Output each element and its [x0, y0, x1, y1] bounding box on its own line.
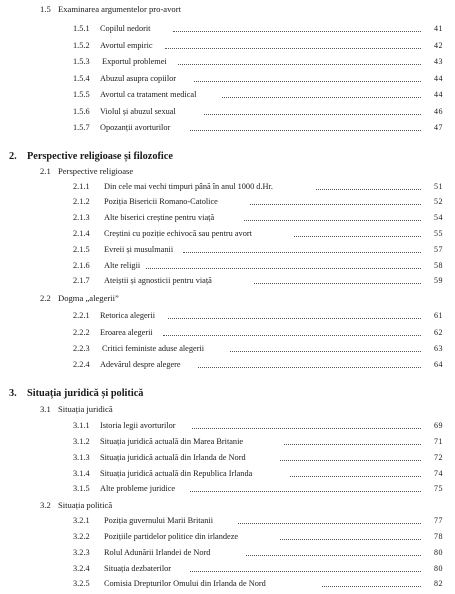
toc-title: Istoria legii avorturilor [100, 421, 176, 430]
toc-page-number: 63 [434, 344, 443, 353]
toc-leader-dots [254, 283, 421, 284]
toc-page-number: 78 [434, 532, 443, 541]
toc-title: Situația dezbaterilor [104, 564, 172, 573]
toc-number: 1.5.4 [73, 74, 90, 83]
toc-title: Rolul Adunării Irlandei de Nord [104, 548, 211, 557]
toc-title: Violul și abuzul sexual [100, 107, 176, 116]
toc-page-number: 42 [434, 41, 443, 50]
toc-entry [0, 227, 455, 241]
toc-title: Eroarea alegerii [100, 328, 153, 337]
toc-subsection-2-2 [0, 291, 455, 305]
toc-leader-dots [194, 81, 421, 82]
toc-title: Critici feministe aduse alegerii [102, 344, 205, 353]
toc-number: 2.1.6 [73, 261, 90, 270]
toc-number: 3.1.5 [73, 484, 90, 493]
toc-section-3 [0, 386, 455, 402]
toc-number: 2.2 [40, 293, 51, 303]
toc-number: 1.5.6 [73, 107, 90, 116]
toc-page-number: 54 [434, 213, 443, 222]
toc-number: 1.5.3 [73, 57, 90, 66]
toc-number: 2.2.1 [73, 311, 90, 320]
toc-number: 3. [9, 388, 17, 399]
toc-leader-dots [204, 114, 421, 115]
toc-leader-dots [165, 48, 421, 49]
toc-entry [0, 88, 455, 102]
toc-page-number: 75 [434, 484, 443, 493]
toc-leader-dots [290, 476, 421, 477]
toc-number: 2.2.3 [73, 344, 90, 353]
toc-page-number: 80 [434, 548, 443, 557]
toc-number: 2.1.3 [73, 213, 90, 222]
toc-subsection-3-1 [0, 402, 455, 416]
toc-entry [0, 482, 455, 496]
toc-entry [0, 451, 455, 465]
toc-page-number: 55 [434, 229, 443, 238]
toc-leader-dots [322, 586, 421, 587]
toc-number: 1.5.1 [73, 24, 90, 33]
toc-title: Perspective religioase și filozofice [27, 151, 173, 162]
toc-number: 2.2.4 [73, 360, 90, 369]
toc-leader-dots [168, 318, 421, 319]
toc-entry [0, 39, 455, 53]
toc-page-number: 61 [434, 311, 443, 320]
toc-number: 2.1.1 [73, 182, 90, 191]
toc-title: Perspective religioase [58, 166, 134, 176]
toc-entry [0, 342, 455, 356]
toc-page-number: 82 [434, 579, 443, 588]
toc-page-number: 59 [434, 276, 443, 285]
toc-leader-dots [192, 428, 421, 429]
toc-number: 3.1.3 [73, 453, 90, 462]
toc-subsection-3-2 [0, 498, 455, 512]
toc-number: 3.2.4 [73, 564, 90, 573]
toc-title: Opozanții avorturilor [100, 123, 171, 132]
toc-page-number: 44 [434, 74, 443, 83]
toc-title: Situația juridică actuală din Irlanda de Nord [100, 453, 246, 462]
toc-title: Creștini cu poziție echivocă sau pentru avort [104, 229, 252, 238]
toc-number: 3.1.4 [73, 469, 90, 478]
toc-title: Pozițiile partidelor politice din irlandeze [104, 532, 239, 541]
toc-leader-dots [238, 523, 421, 524]
toc-page-number: 80 [434, 564, 443, 573]
toc-page-number: 41 [434, 24, 443, 33]
toc-title: Alte probleme juridice [100, 484, 176, 493]
toc-entry [0, 358, 455, 372]
toc-entry [0, 180, 455, 194]
toc-subsection-2-1 [0, 164, 455, 178]
toc-number: 2.1.4 [73, 229, 90, 238]
toc-title: Avortul empiric [100, 41, 153, 50]
toc-title: Din cele mai vechi timpuri până în anul 1000 d.Hr. [104, 182, 273, 191]
toc-title: Comisia Drepturilor Omului din Irlanda de Nord [104, 579, 266, 588]
toc-section-2 [0, 149, 455, 165]
toc-page-number: 74 [434, 469, 443, 478]
toc-leader-dots [280, 460, 421, 461]
toc-entry [0, 546, 455, 560]
toc-leader-dots [198, 367, 421, 368]
toc-number: 1.5.7 [73, 123, 90, 132]
toc-title: Ateiștii și agnosticii pentru viață [104, 276, 212, 285]
toc-entry [0, 467, 455, 481]
toc-title: Evreii și musulmanii [104, 245, 174, 254]
toc-title: Situația politică [58, 500, 113, 510]
toc-entry [0, 577, 455, 591]
toc-title: Alte religii [104, 261, 141, 270]
toc-number: 1.5 [40, 4, 51, 14]
toc-page-number: 77 [434, 516, 443, 525]
toc-entry [0, 105, 455, 119]
toc-leader-dots [190, 130, 421, 131]
toc-entry [0, 419, 455, 433]
toc-entry [0, 274, 455, 288]
toc-number: 3.2.5 [73, 579, 90, 588]
toc-entry [0, 562, 455, 576]
toc-page-number: 69 [434, 421, 443, 430]
toc-title: Situația juridică [58, 404, 113, 414]
toc-title: Poziția Bisericii Romano-Catolice [104, 197, 218, 206]
toc-leader-dots [230, 351, 421, 352]
toc-page-number: 57 [434, 245, 443, 254]
toc-leader-dots [294, 236, 421, 237]
toc-page-number: 51 [434, 182, 443, 191]
toc-number: 2.2.2 [73, 328, 90, 337]
toc-leader-dots [183, 252, 421, 253]
toc-entry [0, 195, 455, 209]
toc-entry [0, 259, 455, 273]
toc-page-number: 52 [434, 197, 443, 206]
toc-page-number: 72 [434, 453, 443, 462]
toc-title: Retorica alegerii [100, 311, 156, 320]
toc-number: 3.1.2 [73, 437, 90, 446]
toc-entry [0, 211, 455, 225]
toc-leader-dots [190, 491, 421, 492]
toc-number: 3.1 [40, 404, 51, 414]
toc-title: Situația juridică actuală din Republica Irlanda [100, 469, 253, 478]
toc-entry [0, 55, 455, 69]
toc-leader-dots [222, 97, 421, 98]
toc-number: 2.1.5 [73, 245, 90, 254]
toc-number: 3.2 [40, 500, 51, 510]
toc-leader-dots [280, 539, 421, 540]
toc-page-number: 43 [434, 57, 443, 66]
toc-page-number: 58 [434, 261, 443, 270]
toc-title: Adevărul despre alegere [100, 360, 181, 369]
toc-subsection-1-5 [0, 2, 455, 16]
toc-page-number: 47 [434, 123, 443, 132]
toc-title: Exportul problemei [102, 57, 167, 66]
toc-number: 1.5.5 [73, 90, 90, 99]
toc-leader-dots [146, 268, 421, 269]
toc-leader-dots [173, 31, 421, 32]
toc-page-number: 64 [434, 360, 443, 369]
toc-entry [0, 121, 455, 135]
toc-entry [0, 309, 455, 323]
toc-number: 2.1.2 [73, 197, 90, 206]
toc-title: Dogma „alegerii” [58, 293, 119, 303]
toc-number: 3.2.1 [73, 516, 90, 525]
toc-page-number: 62 [434, 328, 443, 337]
toc-leader-dots [244, 220, 421, 221]
toc-title: Examinarea argumentelor pro-avort [58, 4, 181, 14]
toc-title: Copilul nedorit [100, 24, 151, 33]
toc-leader-dots [178, 64, 421, 65]
toc-number: 1.5.2 [73, 41, 90, 50]
toc-title: Avortul ca tratament medical [100, 90, 197, 99]
toc-entry [0, 22, 455, 36]
toc-title: Abuzul asupra copiilor [100, 74, 177, 83]
toc-leader-dots [163, 335, 421, 336]
toc-number: 2.1 [40, 166, 51, 176]
toc-number: 3.2.3 [73, 548, 90, 557]
toc-entry [0, 72, 455, 86]
toc-title: Poziția guvernului Marii Britanii [104, 516, 213, 525]
toc-number: 2.1.7 [73, 276, 90, 285]
toc-entry [0, 530, 455, 544]
toc-page-number: 71 [434, 437, 443, 446]
toc-entry [0, 243, 455, 257]
toc-number: 2. [9, 151, 17, 162]
toc-title: Situația juridică și politică [27, 388, 144, 399]
toc-entry [0, 514, 455, 528]
toc-leader-dots [246, 555, 421, 556]
toc-title: Situația juridică actuală din Marea Britanie [100, 437, 244, 446]
toc-entry [0, 435, 455, 449]
toc-leader-dots [190, 571, 421, 572]
toc-leader-dots [316, 189, 421, 190]
toc-page-number: 46 [434, 107, 443, 116]
toc-number: 3.1.1 [73, 421, 90, 430]
toc-title: Alte biserici creștine pentru viață [104, 213, 215, 222]
toc-page-number: 44 [434, 90, 443, 99]
toc-leader-dots [250, 204, 421, 205]
toc-entry [0, 326, 455, 340]
toc-number: 3.2.2 [73, 532, 90, 541]
toc-leader-dots [284, 444, 421, 445]
